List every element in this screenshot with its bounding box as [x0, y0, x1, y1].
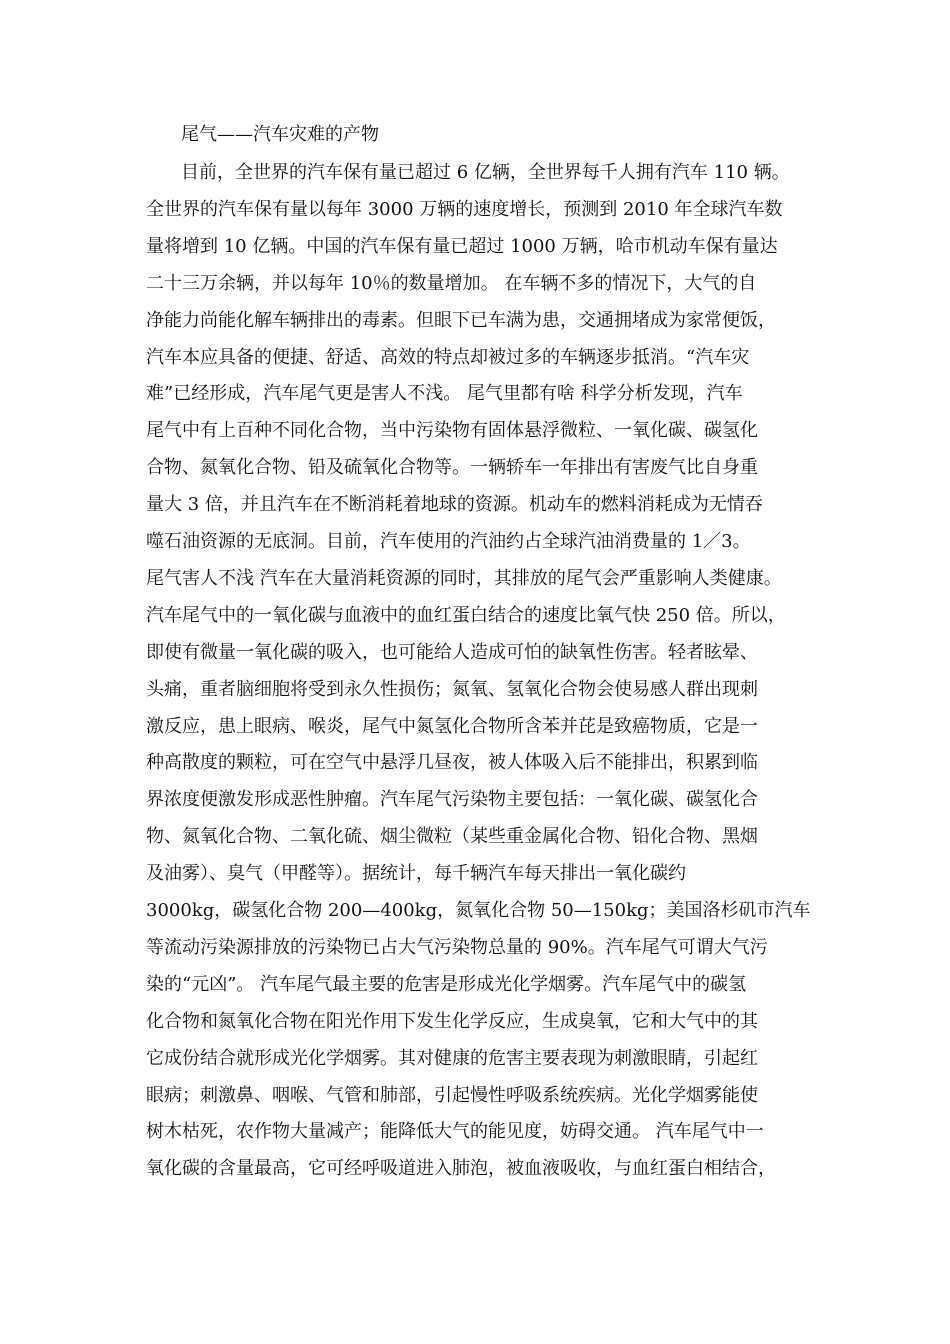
text-line: 等流动污染源排放的污染物已占大气污染物总量的 90%。汽车尾气可谓大气污 — [146, 937, 768, 958]
text-line: 量将增到 10 亿辆。中国的汽车保有量已超过 1000 万辆，哈市机动车保有量达 — [146, 236, 778, 257]
text-line: 难”已经形成，汽车尾气更是害人不浅。 尾气里都有啥 科学分析发现，汽车 — [146, 383, 743, 404]
text-line: 染的“元凶”。 汽车尾气最主要的危害是形成光化学烟雾。汽车尾气中的碳氢 — [146, 974, 747, 995]
text-line: 二十三万余辆，并以每年 10％的数量增加。 在车辆不多的情况下，大气的自 — [146, 273, 757, 294]
text-line: 噬石油资源的无底洞。目前，汽车使用的汽油约占全球汽油消费量的 1／3。 — [146, 531, 751, 552]
text-line: 尾气害人不浅 汽车在大量消耗资源的同时，其排放的尾气会严重影响人类健康。 — [146, 568, 782, 589]
text-line: 树木枯死，农作物大量减产；能降低大气的能见度，妨碍交通。 汽车尾气中一 — [146, 1121, 764, 1142]
text-line: 目前，全世界的汽车保有量已超过 6 亿辆，全世界每千人拥有汽车 110 辆。 — [181, 162, 790, 183]
text-line: 化合物和氮氧化合物在阳光作用下发生化学反应，生成臭氧，它和大气中的其 — [146, 1011, 758, 1032]
text-line: 量大 3 倍，并且汽车在不断消耗着地球的资源。机动车的燃料消耗成为无情吞 — [146, 494, 763, 515]
text-line: 全世界的汽车保有量以每年 3000 万辆的速度增长，预测到 2010 年全球汽车数 — [146, 199, 783, 220]
text-line: 3000kg，碳氢化合物 200—400kg，氮氧化合物 50—150kg；美国洛杉矶市汽车 — [146, 900, 811, 921]
text-line: 激反应，患上眼病、喉炎，尾气中氮氢化合物所含苯并芘是致癌物质，它是一 — [146, 716, 758, 737]
text-line: 眼病；刺激鼻、咽喉、气管和肺部，引起慢性呼吸系统疾病。光化学烟雾能使 — [146, 1085, 758, 1106]
text-line: 即使有微量一氧化碳的吸入，也可能给人造成可怕的缺氧性伤害。轻者眩晕、 — [146, 642, 758, 663]
text-line: 及油雾）、臭气（甲醛等）。据统计，每千辆汽车每天排出一氧化碳约 — [146, 863, 686, 884]
text-line: 汽车本应具备的便捷、舒适、高效的特点却被过多的车辆逐步抵消。“汽车灾 — [146, 347, 750, 368]
text-line: 它成份结合就形成光化学烟雾。其对健康的危害主要表现为刺激眼睛，引起红 — [146, 1048, 758, 1069]
text-line: 氧化碳的含量最高，它可经呼吸道进入肺泡，被血液吸收，与血红蛋白相结合， — [146, 1158, 776, 1179]
text-line: 界浓度便激发形成恶性肿瘤。汽车尾气污染物主要包括：一氧化碳、碳氢化合 — [146, 789, 758, 810]
text-line: 净能力尚能化解车辆排出的毒素。但眼下已车满为患，交通拥堵成为家常便饭， — [146, 310, 776, 331]
text-line: 种高散度的颗粒，可在空气中悬浮几昼夜，被人体吸入后不能排出，积累到临 — [146, 752, 758, 773]
text-line: 物、氮氧化合物、二氧化硫、烟尘微粒（某些重金属化合物、铅化合物、黑烟 — [146, 826, 758, 847]
text-line: 合物、氮氧化合物、铅及硫氧化合物等。一辆轿车一年排出有害废气比自身重 — [146, 457, 758, 478]
text-line: 尾气中有上百种不同化合物，当中污染物有固体悬浮微粒、一氧化碳、碳氢化 — [146, 420, 758, 441]
text-line: 汽车尾气中的一氧化碳与血液中的血红蛋白结合的速度比氧气快 250 倍。所以， — [146, 605, 786, 626]
text-line: 头痛，重者脑细胞将受到永久性损伤；氮氧、氢氧化合物会使易感人群出现刺 — [146, 679, 758, 700]
document-title: 尾气——汽车灾难的产物 — [181, 124, 379, 145]
